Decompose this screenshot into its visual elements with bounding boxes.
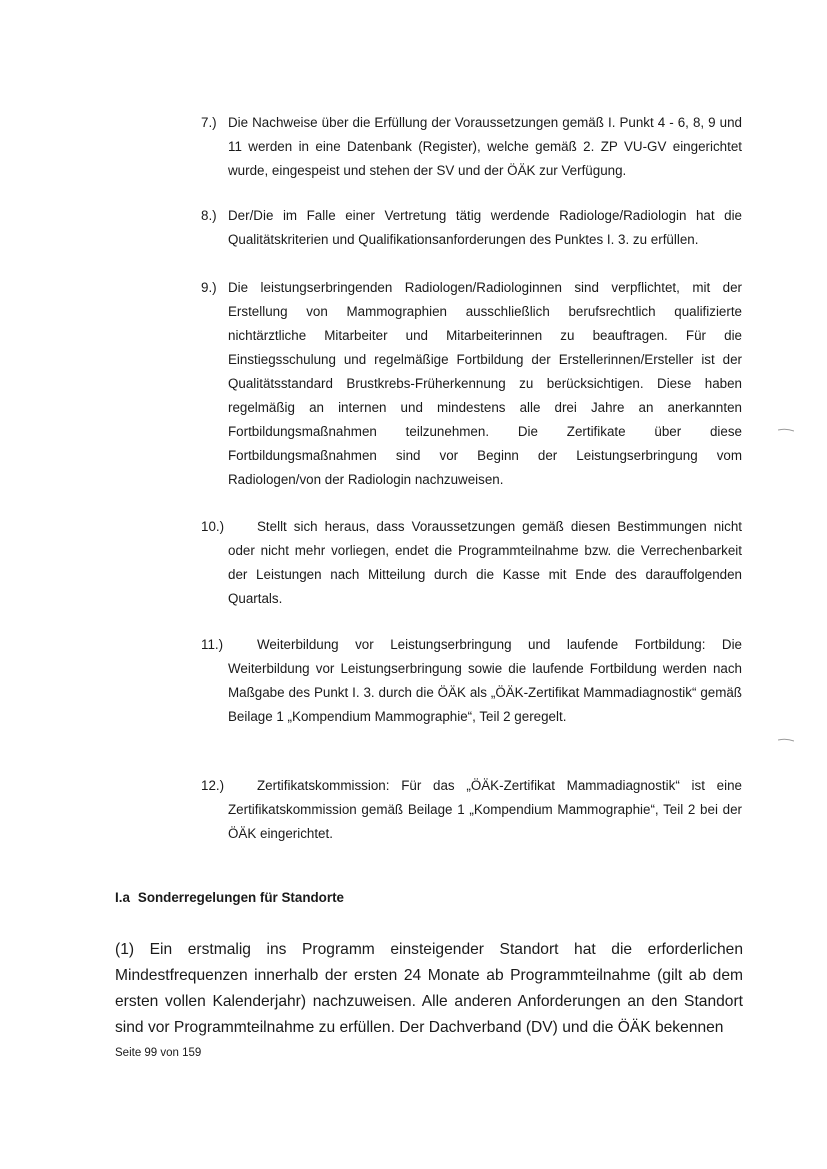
- margin-mark: [778, 428, 794, 432]
- item-number: 12.): [201, 778, 225, 793]
- list-item-7: [201, 111, 742, 183]
- item-text: Die Nachweise über die Erfüllung der Voraussetzungen gemäß I. Punkt 4 - 6, 8, 9 und 11 werden in eine Datenbank (Register), welche gemäß 2. ZP VU-GV eingerichtet wurde, eingespeist und stehen der SV und der ÖÄK zur Verfügung.: [228, 115, 742, 178]
- body-paragraph: (1) Ein erstmalig ins Programm einsteigender Standort hat die erforderlichen Mindestfrequenzen innerhalb der ersten 24 Monate ab Programmteilnahme (gilt ab dem ersten vollen Kalenderjahr) nachzuweisen. Alle anderen Anforderungen an den Standort sind vor Programmteilnahme zu erfüllen. Der Dachverband (DV) und die ÖÄK bekennen: [115, 941, 743, 1036]
- list-item-12: [201, 774, 742, 846]
- item-text: Stellt sich heraus, dass Voraussetzungen gemäß diesen Bestimmungen nicht oder nicht mehr vorliegen, endet die Programmteilnahme bzw. die Verrechenbarkeit der Leistungen nach Mitteilung durch die Kasse mit Ende des darauffolgenden Quartals.: [228, 519, 742, 606]
- page-number: Seite 99 von 159: [115, 1047, 202, 1059]
- item-number: 11.): [201, 637, 224, 652]
- item-number: 7.): [201, 115, 217, 130]
- list-item-9: [201, 276, 742, 492]
- list-item-10: [201, 515, 742, 611]
- margin-mark: [778, 738, 794, 742]
- item-text: Der/Die im Falle einer Vertretung tätig werdende Radiologe/Radiologin hat die Qualitätskriterien und Qualifikationsanforderungen des Punktes I. 3. zu erfüllen.: [228, 208, 742, 247]
- item-number: 9.): [201, 280, 217, 295]
- list-item-11: [201, 633, 742, 729]
- section-title: Sonderregelungen für Standorte: [137, 890, 344, 905]
- item-text: Weiterbildung vor Leistungserbringung und laufende Fortbildung: Die Weiterbildung vor Leistungserbringung sowie die laufende Fortbildung werden nach Maßgabe des Punkt I. 3. durch die ÖÄK als „ÖÄK-Zertifikat Mammadiagnostik“ gemäß Beilage 1 „Kompendium Mammographie“, Teil 2 geregelt.: [228, 637, 742, 724]
- list-item-8: [201, 204, 742, 252]
- section-number: I.a: [115, 890, 130, 905]
- item-text: Die leistungserbringenden Radiologen/Radiologinnen sind verpflichtet, mit der Erstellung von Mammographien ausschließlich berufsrechtlich qualifizierte nichtärztliche Mitarbeiter und Mitarbeiterinnen zu beauftragen. Für die Einstiegsschulung und regelmäßige Fortbildung der Erstellerinnen/Ersteller ist der Qualitätsstandard Brustkrebs-Früherkennung zu berücksichtigen. Diese haben regelmäßig an internen und mindestens alle drei Jahre an anerkannten Fortbildungsmaßnahmen teilzunehmen. Die Zertifikate über diese Fortbildungsmaßnahmen sind vor Beginn der Leistungserbringung vom Radiologen/von der Radiologin nachzuweisen.: [228, 280, 742, 487]
- item-number: 8.): [201, 208, 217, 223]
- item-number: 10.): [201, 519, 225, 534]
- item-text: Zertifikatskommission: Für das „ÖÄK-Zertifikat Mammadiagnostik“ ist eine Zertifikatskommission gemäß Beilage 1 „Kompendium Mammographie“, Teil 2 bei der ÖÄK eingerichtet.: [228, 778, 742, 841]
- section-heading: [115, 886, 344, 910]
